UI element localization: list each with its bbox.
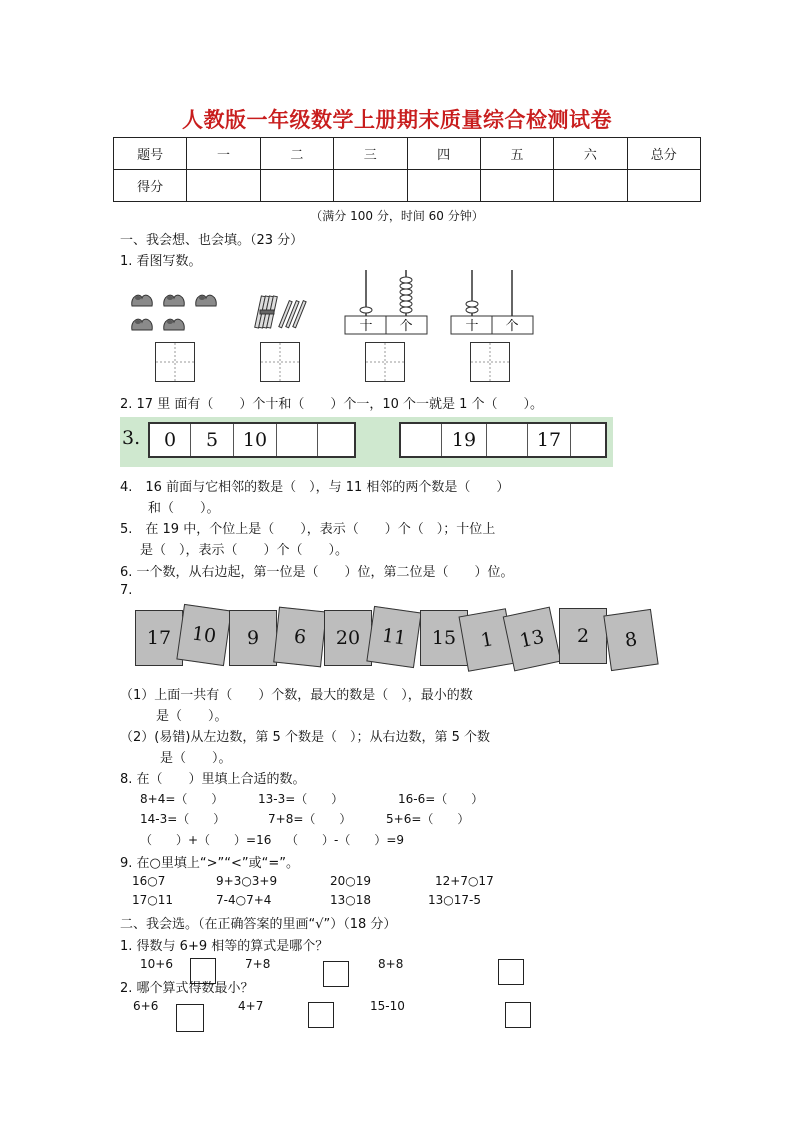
question-8-item: 5+6=（ ） <box>386 812 470 826</box>
question-7-2-line-1: （2）(易错)从左边数，第 5 个数是（ ）；从右边数，第 5 个数 <box>120 730 490 745</box>
number-line-blank[interactable] <box>277 424 318 456</box>
question-5-line-2: 是（ ），表示（ ）个（ ）。 <box>140 543 349 558</box>
number-line-left <box>148 422 356 458</box>
section-2-question-1: 1. 得数与 6+9 相等的算式是哪个？ <box>120 939 329 954</box>
score-input-cell[interactable] <box>554 170 627 202</box>
choice-checkbox[interactable] <box>176 1004 204 1032</box>
full-mark-note: （满分 100 分，时间 60 分钟） <box>310 209 484 223</box>
score-table-score-row <box>114 170 701 202</box>
section-1-heading: 一、我会想、也会填。（23 分） <box>120 233 304 248</box>
number-card: 15 <box>420 610 468 666</box>
score-header-cell: 五 <box>480 138 553 170</box>
section-2-heading: 二、我会选。（在正确答案的里画“√”）（18 分） <box>120 917 397 932</box>
answer-grid-box[interactable] <box>470 342 510 382</box>
score-input-cell[interactable] <box>407 170 480 202</box>
peach-icon <box>164 295 185 306</box>
choice-expression: 8+8 <box>378 957 404 971</box>
number-line-blank[interactable] <box>318 424 354 456</box>
peach-icon <box>196 295 217 306</box>
number-line-blank[interactable] <box>401 424 442 456</box>
question-8: 8. 在（ ）里填上合适的数。 <box>120 772 306 787</box>
question-9-item: 17○11 <box>132 893 174 907</box>
question-9-item: 20○19 <box>330 874 372 888</box>
number-cards-row <box>128 598 673 676</box>
page-title: 人教版一年级数学上册期末质量综合检测试卷 <box>182 107 612 132</box>
question-9-item: 12+7○17 <box>435 874 494 888</box>
question-9-item: 13○17-5 <box>428 893 481 907</box>
question-4-line-2: 和（ ）。 <box>148 501 220 516</box>
score-input-cell[interactable] <box>187 170 260 202</box>
peach-icon <box>132 295 153 306</box>
choice-checkbox[interactable] <box>498 959 524 985</box>
question-7-1-line-2: 是（ ）。 <box>156 709 228 724</box>
score-header-cell: 题号 <box>114 138 187 170</box>
section-2-question-2: 2. 哪个算式得数最小？ <box>120 981 254 996</box>
score-input-cell[interactable] <box>480 170 553 202</box>
number-card: 6 <box>273 607 327 668</box>
number-card: 9 <box>229 610 277 666</box>
number-card: 13 <box>503 607 562 672</box>
number-line-cell: 10 <box>234 424 277 456</box>
answer-grid-box[interactable] <box>365 342 405 382</box>
abacus-tens-label: 十 <box>465 319 479 334</box>
score-header-cell: 三 <box>334 138 407 170</box>
score-input-cell[interactable] <box>260 170 333 202</box>
score-input-cell[interactable] <box>627 170 700 202</box>
question-9-item: 9+3○3+9 <box>216 874 278 888</box>
question-6: 6. 一个数，从右边起，第一位是（ ）位，第二位是（ ）位。 <box>120 565 514 580</box>
number-card: 20 <box>324 610 372 666</box>
abacus-ones-label: 个 <box>399 319 413 334</box>
score-header-cell: 一 <box>187 138 260 170</box>
peach-icon <box>132 319 153 330</box>
question-9-item: 7-4○7+4 <box>216 893 272 907</box>
question-9-item: 13○18 <box>330 893 372 907</box>
choice-expression: 6+6 <box>133 999 159 1013</box>
abacus-picture-1 <box>344 268 428 336</box>
peaches-picture <box>128 286 223 332</box>
score-header-cell: 六 <box>554 138 627 170</box>
number-line-blank[interactable] <box>571 424 605 456</box>
choice-expression: 15-10 <box>370 999 405 1013</box>
score-header-cell: 四 <box>407 138 480 170</box>
question-8-item: （ ）-（ ）=9 <box>286 833 405 847</box>
choice-expression: 4+7 <box>238 999 264 1013</box>
score-table-header-row <box>114 138 701 170</box>
choice-expression: 7+8 <box>245 957 271 971</box>
number-line-cell: 5 <box>191 424 234 456</box>
number-line-cell: 19 <box>442 424 487 456</box>
question-8-item: 8+4=（ ） <box>140 792 224 806</box>
question-8-item: （ ）+（ ）=16 <box>140 833 272 847</box>
question-4-line-1: 4. 16 前面与它相邻的数是（ ），与 11 相邻的两个数是（ ） <box>120 480 510 495</box>
number-card: 1 <box>459 608 516 671</box>
question-9: 9. 在○里填上“>”“<”或“=”。 <box>120 856 299 871</box>
stick-bundle-icon <box>255 296 278 328</box>
number-line-cell: 17 <box>528 424 571 456</box>
number-card: 8 <box>603 609 658 671</box>
choice-checkbox[interactable] <box>505 1002 531 1028</box>
answer-grid-box[interactable] <box>260 342 300 382</box>
choice-checkbox[interactable] <box>308 1002 334 1028</box>
score-table <box>113 137 701 202</box>
number-card: 17 <box>135 610 183 666</box>
choice-expression: 10+6 <box>140 957 173 971</box>
sticks-picture <box>252 292 308 334</box>
score-row-label: 得分 <box>114 170 187 202</box>
question-8-item: 16-6=（ ） <box>398 792 484 806</box>
score-header-cell: 总分 <box>627 138 700 170</box>
question-1: 1. 看图写数。 <box>120 254 202 269</box>
choice-checkbox[interactable] <box>323 961 349 987</box>
single-stick-icon <box>279 301 306 328</box>
number-card: 11 <box>366 606 421 668</box>
question-8-item: 7+8=（ ） <box>268 812 352 826</box>
question-8-item: 13-3=（ ） <box>258 792 344 806</box>
question-2: 2. 17 里 面有（ ）个十和（ ）个一，10 个一就是 1 个（ ）。 <box>120 397 544 412</box>
question-7-label: 7. <box>120 583 133 598</box>
number-line-right <box>399 422 607 458</box>
score-header-cell: 二 <box>260 138 333 170</box>
question-7-2-line-2: 是（ ）。 <box>160 751 232 766</box>
number-line-cell: 0 <box>150 424 191 456</box>
number-card: 10 <box>176 604 231 666</box>
question-7-1-line-1: （1）上面一共有（ ）个数，最大的数是（ ），最小的数 <box>120 688 473 703</box>
question-8-item: 14-3=（ ） <box>140 812 226 826</box>
abacus-picture-2 <box>450 268 534 336</box>
answer-grid-box[interactable] <box>155 342 195 382</box>
abacus-tens-label: 十 <box>359 319 373 334</box>
number-line-blank[interactable] <box>487 424 528 456</box>
question-3-label: 3. <box>122 427 141 449</box>
abacus-ones-label: 个 <box>505 319 519 334</box>
number-card: 2 <box>559 608 607 664</box>
score-input-cell[interactable] <box>334 170 407 202</box>
question-9-item: 16○7 <box>132 874 166 888</box>
peach-icon <box>164 319 185 330</box>
question-5-line-1: 5. 在 19 中，个位上是（ ），表示（ ）个（ ）；十位上 <box>120 522 496 537</box>
